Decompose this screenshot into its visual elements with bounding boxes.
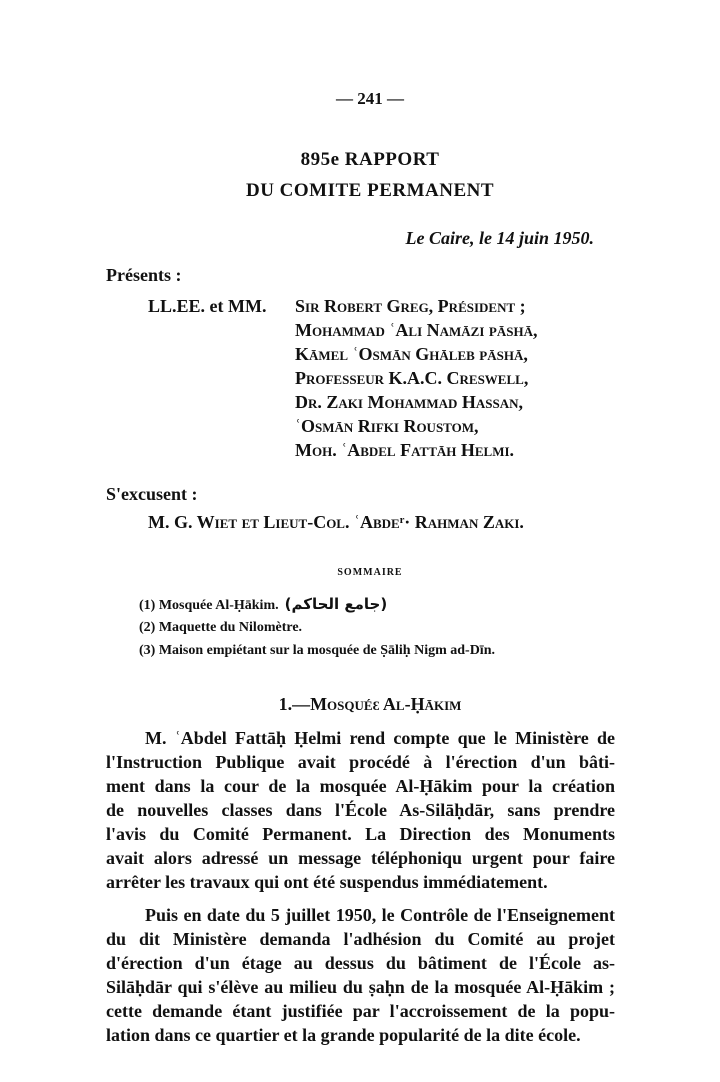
report-title-line1: 895e RAPPORT	[300, 149, 440, 170]
page-number: — 241 —	[336, 89, 404, 108]
member-line: Dr. Zaki Mohammad Hassan,	[295, 392, 523, 412]
paragraph-line: l'Instruction Publique avait procédé à l'érection d'un bâti-	[106, 752, 615, 772]
summary-item: (3) Maison empiétant sur la mosquée de Ṣāliḥ Nigm ad-Dīn.	[139, 643, 495, 658]
paragraph-line: lation dans ce quartier et la grande popularité de la dite école.	[106, 1025, 581, 1045]
arabic-annotation: (جامع الحاكم)	[284, 595, 388, 613]
paragraph-line: l'avis du Comité Permanent. La Direction des Monuments	[106, 824, 615, 844]
member-line: Sir Robert Greg, Président ;	[295, 296, 526, 316]
paragraph-line: Puis en date du 5 juillet 1950, le Contrôle de l'Enseignement	[145, 905, 615, 925]
member-line: Kāmel ʿOsmān Ghāleb pāshā,	[295, 344, 528, 364]
summary-item	[139, 595, 387, 614]
summary-title: SOMMAIRE	[337, 567, 403, 578]
section-heading: 1.—Mosquéɛ Al-Ḥākim	[278, 694, 462, 714]
presents-lead: LL.EE. et MM.	[148, 296, 267, 316]
member-line: Professeur K.A.C. Creswell,	[295, 368, 529, 388]
paragraph-line: Silāḥdār qui s'élève au milieu du ṣaḥn de la mosquée Al-Ḥākim ;	[106, 977, 615, 997]
paragraph-line: d'érection d'un étage au dessus du bâtiment de l'École as-	[106, 953, 615, 973]
member-line: Moh. ʿAbdel Fattāh Helmi.	[295, 440, 515, 460]
paragraph-line: ment dans la cour de la mosquée Al-Ḥākim pour la création	[106, 776, 615, 796]
dateline: Le Caire, le 14 juin 1950.	[405, 228, 594, 248]
report-title-line2: DU COMITE PERMANENT	[245, 180, 495, 201]
summary-item: (2) Maquette du Nilomètre.	[139, 620, 303, 635]
summary-item-text: (1) Mosquée Al-Ḥākim.	[139, 598, 279, 613]
member-line: Mohammad ʿAli Namāzi pāshā,	[295, 320, 538, 340]
paragraph-line: cette demande étant justifiée par l'accroissement de la popu-	[106, 1001, 615, 1021]
excusent-line: M. G. Wiet et Lieut-Col. ʿAbdeʳ· Rahman Zaki.	[148, 512, 524, 532]
paragraph-line: arrêter les travaux qui ont été suspendus immédiatement.	[106, 872, 548, 892]
paragraph-line: de nouvelles classes dans l'École As-Silāḥdār, sans prendre	[106, 800, 615, 820]
excusent-label: S'excusent :	[106, 484, 198, 504]
member-line: ʿOsmān Rifki Roustom,	[295, 416, 479, 436]
paragraph-line: avait alors adressé un message téléphoniqu urgent pour faire	[106, 848, 615, 868]
paragraph-line: M. ʿAbdel Fattāḥ Ḥelmi rend compte que le Ministère de	[145, 728, 615, 748]
paragraph-line: du dit Ministère demanda l'adhésion du Comité au projet	[106, 929, 615, 949]
presents-label: Présents :	[106, 265, 182, 285]
